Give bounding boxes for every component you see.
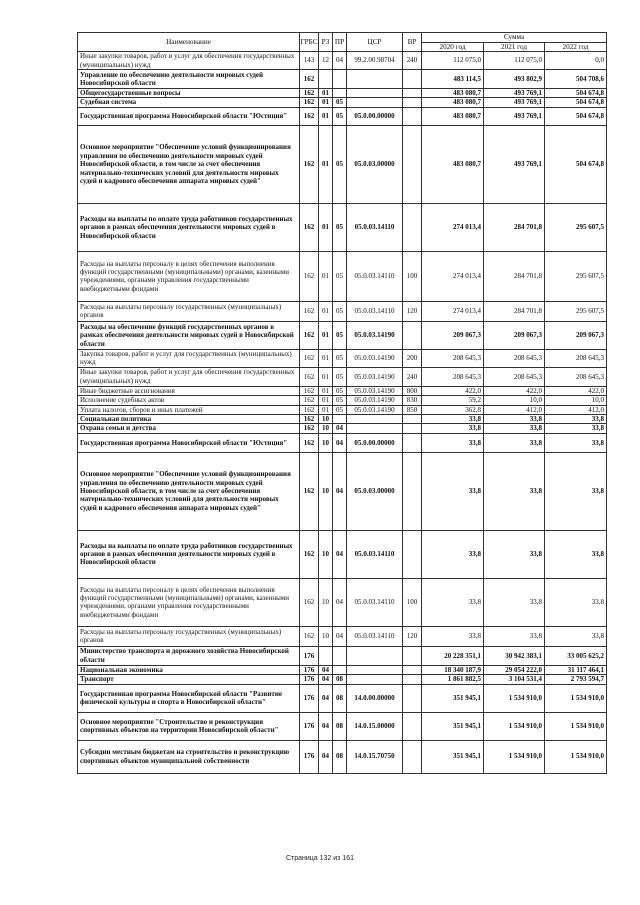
row-name: Расходы на выплаты персоналу государственных (муниципальных) органов <box>78 301 300 321</box>
row-pr: 08 <box>333 675 347 684</box>
row-csr <box>347 424 403 433</box>
row-value-2020: 483 080,7 <box>422 98 484 107</box>
row-value-2021: 422,0 <box>484 386 545 395</box>
row-rz: 04 <box>319 675 333 684</box>
row-value-2020: 208 645,3 <box>422 349 484 367</box>
table-row <box>78 675 607 684</box>
row-rz: 01 <box>319 125 333 203</box>
table-row <box>78 626 607 646</box>
row-rz: 10 <box>319 415 333 424</box>
row-vr: 200 <box>403 349 422 367</box>
row-grbs: 176 <box>300 740 319 773</box>
row-pr: 08 <box>333 712 347 740</box>
row-grbs: 162 <box>300 424 319 433</box>
row-vr <box>403 740 422 773</box>
row-rz: 10 <box>319 424 333 433</box>
row-value-2022: 33,8 <box>545 415 607 424</box>
table-row <box>78 740 607 773</box>
header-year-2021: 2021 год <box>484 42 545 52</box>
row-value-2021: 284 701,8 <box>484 251 545 301</box>
row-grbs: 162 <box>300 70 319 89</box>
row-rz: 01 <box>319 98 333 107</box>
row-vr: 100 <box>403 251 422 301</box>
row-csr: 14.0.15.70750 <box>347 740 403 773</box>
row-rz: 01 <box>319 349 333 367</box>
table-row <box>78 98 607 107</box>
row-name: Основное мероприятие "Строительство и реконструкция спортивных объектов на территории Новосибирской области" <box>78 712 300 740</box>
row-pr: 05 <box>333 251 347 301</box>
row-csr: 05.0.03.14110 <box>347 251 403 301</box>
table-row <box>78 712 607 740</box>
row-name: Министерство транспорта и дорожного хозяйства Новосибирской области <box>78 646 300 665</box>
row-value-2020: 33,8 <box>422 578 484 626</box>
row-csr: 05.0.03.14190 <box>347 321 403 349</box>
row-csr: 05.0.03.14110 <box>347 626 403 646</box>
row-rz: 01 <box>319 386 333 395</box>
row-value-2021: 33,8 <box>484 424 545 433</box>
row-vr <box>403 675 422 684</box>
row-value-2020: 112 075,0 <box>422 52 484 70</box>
row-name: Субсидии местным бюджетам на строительство и реконструкцию спортивных объектов муниципальной собственности <box>78 740 300 773</box>
row-vr <box>403 98 422 107</box>
row-value-2020: 483 080,7 <box>422 107 484 125</box>
row-value-2022: 33 005 625,2 <box>545 646 607 665</box>
header-grbs: ГРБС <box>300 33 319 52</box>
row-vr: 240 <box>403 52 422 70</box>
row-value-2022: 422,0 <box>545 386 607 395</box>
row-vr <box>403 452 422 530</box>
row-vr <box>403 125 422 203</box>
row-value-2022: 33,8 <box>545 424 607 433</box>
table-body <box>78 52 607 773</box>
table-row <box>78 424 607 433</box>
row-value-2022: 504 674,8 <box>545 107 607 125</box>
row-value-2022: 1 534 910,0 <box>545 684 607 712</box>
table-row <box>78 415 607 424</box>
header-name: Наименование <box>78 33 300 52</box>
header-pr: ПР <box>333 33 347 52</box>
row-value-2020: 274 013,4 <box>422 301 484 321</box>
row-value-2021: 493 769,1 <box>484 89 545 98</box>
row-value-2021: 493 769,1 <box>484 98 545 107</box>
row-value-2022: 504 674,8 <box>545 98 607 107</box>
row-pr: 05 <box>333 405 347 414</box>
row-rz: 01 <box>319 367 333 386</box>
row-vr: 100 <box>403 578 422 626</box>
row-value-2021: 10,0 <box>484 396 545 405</box>
row-grbs: 162 <box>300 107 319 125</box>
row-pr <box>333 415 347 424</box>
row-rz: 10 <box>319 530 333 578</box>
table-row <box>78 89 607 98</box>
row-pr: 05 <box>333 301 347 321</box>
row-vr <box>403 415 422 424</box>
table-row <box>78 646 607 665</box>
row-value-2022: 33,8 <box>545 578 607 626</box>
row-rz: 12 <box>319 52 333 70</box>
row-name: Расходы на выплаты по оплате труда работников государственных органов в рамках обеспечения деятельности мировых судей в Новосибирской области <box>78 203 300 251</box>
row-pr: 04 <box>333 52 347 70</box>
row-value-2020: 33,8 <box>422 415 484 424</box>
row-vr: 800 <box>403 386 422 395</box>
row-csr <box>347 89 403 98</box>
row-name: Исполнение судебных актов <box>78 396 300 405</box>
row-value-2020: 351 945,1 <box>422 740 484 773</box>
row-value-2021: 29 054 222,0 <box>484 665 545 674</box>
row-value-2021: 33,8 <box>484 530 545 578</box>
row-value-2022: 295 607,5 <box>545 203 607 251</box>
row-csr: 05.0.03.00000 <box>347 452 403 530</box>
table-row <box>78 530 607 578</box>
row-value-2022: 2 793 594,7 <box>545 675 607 684</box>
row-grbs: 162 <box>300 452 319 530</box>
row-value-2021: 284 701,8 <box>484 301 545 321</box>
row-name: Транспорт <box>78 675 300 684</box>
row-value-2022: 0,0 <box>545 52 607 70</box>
row-rz: 10 <box>319 626 333 646</box>
row-vr <box>403 424 422 433</box>
row-name: Охрана семьи и детства <box>78 424 300 433</box>
row-value-2020: 483 080,7 <box>422 125 484 203</box>
row-vr: 830 <box>403 396 422 405</box>
row-name: Государственная программа Новосибирской области "Развитие физической культуры и спорта в Новосибирской области" <box>78 684 300 712</box>
row-value-2021: 208 645,3 <box>484 349 545 367</box>
row-name: Общегосударственные вопросы <box>78 89 300 98</box>
table-row <box>78 125 607 203</box>
row-csr: 05.0.03.14190 <box>347 396 403 405</box>
header-year-2022: 2022 год <box>545 42 607 52</box>
row-value-2020: 274 013,4 <box>422 203 484 251</box>
row-value-2021: 33,8 <box>484 433 545 452</box>
row-csr: 14.0.00.00000 <box>347 684 403 712</box>
row-name: Социальная политика <box>78 415 300 424</box>
row-pr: 04 <box>333 424 347 433</box>
row-grbs: 162 <box>300 89 319 98</box>
row-csr: 05.0.00.00000 <box>347 107 403 125</box>
row-value-2021: 33,8 <box>484 415 545 424</box>
row-grbs: 162 <box>300 530 319 578</box>
row-vr <box>403 530 422 578</box>
row-vr: 120 <box>403 626 422 646</box>
row-grbs: 162 <box>300 125 319 203</box>
row-value-2020: 1 861 882,5 <box>422 675 484 684</box>
row-grbs: 176 <box>300 646 319 665</box>
row-pr: 04 <box>333 433 347 452</box>
row-grbs: 162 <box>300 98 319 107</box>
row-value-2021: 1 534 910,0 <box>484 740 545 773</box>
table-row <box>78 386 607 395</box>
row-pr: 05 <box>333 125 347 203</box>
table-row <box>78 578 607 626</box>
row-csr <box>347 675 403 684</box>
row-value-2022: 412,0 <box>545 405 607 414</box>
row-value-2020: 33,8 <box>422 433 484 452</box>
row-rz: 01 <box>319 301 333 321</box>
table-row <box>78 367 607 386</box>
row-csr: 05.0.03.14110 <box>347 578 403 626</box>
row-value-2022: 208 645,3 <box>545 367 607 386</box>
row-value-2020: 422,0 <box>422 386 484 395</box>
row-value-2022: 1 534 910,0 <box>545 740 607 773</box>
row-rz: 01 <box>319 89 333 98</box>
row-value-2021: 493 769,1 <box>484 125 545 203</box>
header-year-2020: 2020 год <box>422 42 484 52</box>
row-value-2020: 209 067,3 <box>422 321 484 349</box>
row-name: Расходы на выплаты персоналу в целях обеспечения выполнения функций государственными (муниципальными) органами, казенными учреждениями, органами управления государственными внебюджетными фондами <box>78 578 300 626</box>
row-value-2021: 33,8 <box>484 626 545 646</box>
row-vr <box>403 321 422 349</box>
row-value-2022: 33,8 <box>545 452 607 530</box>
row-value-2020: 351 945,1 <box>422 684 484 712</box>
row-value-2022: 504 674,8 <box>545 89 607 98</box>
row-name: Расходы на выплаты персоналу государственных (муниципальных) органов <box>78 626 300 646</box>
row-csr: 05.0.03.14110 <box>347 203 403 251</box>
row-value-2022: 33,8 <box>545 626 607 646</box>
row-value-2020: 483 080,7 <box>422 89 484 98</box>
row-value-2022: 10,0 <box>545 396 607 405</box>
row-vr: 120 <box>403 301 422 321</box>
table-row <box>78 301 607 321</box>
row-rz: 04 <box>319 684 333 712</box>
table-row <box>78 203 607 251</box>
row-value-2020: 33,8 <box>422 530 484 578</box>
row-value-2021: 1 534 910,0 <box>484 684 545 712</box>
row-grbs: 162 <box>300 251 319 301</box>
row-value-2022: 33,8 <box>545 433 607 452</box>
row-name: Судебная система <box>78 98 300 107</box>
row-vr <box>403 203 422 251</box>
row-value-2020: 18 340 187,9 <box>422 665 484 674</box>
row-csr <box>347 98 403 107</box>
row-grbs: 176 <box>300 665 319 674</box>
row-value-2021: 33,8 <box>484 578 545 626</box>
row-name: Основное мероприятие "Обеспечение условий функционирования управления по обеспечению деятельности мировых судей Новосибирской области, в том числе за счет обеспечения материально-технических условий для деятельности мировых судей и кадрового обеспечения аппарата мировых судей" <box>78 452 300 530</box>
row-csr: 05.0.03.14110 <box>347 301 403 321</box>
table-row <box>78 107 607 125</box>
row-rz: 01 <box>319 405 333 414</box>
row-name: Государственная программа Новосибирской области "Юстиция" <box>78 433 300 452</box>
row-value-2021: 208 645,3 <box>484 367 545 386</box>
row-vr <box>403 89 422 98</box>
row-grbs: 162 <box>300 321 319 349</box>
row-pr: 04 <box>333 578 347 626</box>
row-csr <box>347 70 403 89</box>
row-value-2020: 59,2 <box>422 396 484 405</box>
row-pr: 05 <box>333 203 347 251</box>
row-rz <box>319 70 333 89</box>
page-footer: Страница 132 из 161 <box>285 855 355 862</box>
table-row <box>78 665 607 674</box>
row-value-2020: 208 645,3 <box>422 367 484 386</box>
row-grbs: 162 <box>300 386 319 395</box>
table-row <box>78 684 607 712</box>
row-grbs: 162 <box>300 301 319 321</box>
row-name: Основное мероприятие "Обеспечение условий функционирования управления по обеспечению деятельности мировых судей Новосибирской области, в том числе за счет обеспечения материально-технических условий для деятельности мировых судей и кадрового обеспечения аппарата мировых судей" <box>78 125 300 203</box>
row-rz: 04 <box>319 740 333 773</box>
header-csr: ЦСР <box>347 33 403 52</box>
row-name: Закупка товаров, работ и услуг для государственных (муниципальных) нужд <box>78 349 300 367</box>
row-value-2020: 33,8 <box>422 452 484 530</box>
row-grbs: 162 <box>300 405 319 414</box>
row-vr <box>403 646 422 665</box>
row-pr: 05 <box>333 367 347 386</box>
row-pr: 05 <box>333 107 347 125</box>
row-value-2020: 33,8 <box>422 424 484 433</box>
row-name: Иные закупки товаров, работ и услуг для обеспечения государственных (муниципальных) нужд <box>78 52 300 70</box>
table-row <box>78 321 607 349</box>
row-grbs: 162 <box>300 396 319 405</box>
table-row <box>78 251 607 301</box>
row-vr: 850 <box>403 405 422 414</box>
row-value-2020: 274 013,4 <box>422 251 484 301</box>
row-pr: 04 <box>333 626 347 646</box>
row-pr: 05 <box>333 349 347 367</box>
row-pr: 08 <box>333 684 347 712</box>
table-row <box>78 70 607 89</box>
row-value-2022: 208 645,3 <box>545 349 607 367</box>
budget-table <box>77 32 607 774</box>
row-grbs: 162 <box>300 415 319 424</box>
row-name: Управление по обеспечению деятельности мировых судей Новосибирской области <box>78 70 300 89</box>
row-grbs: 176 <box>300 684 319 712</box>
row-pr: 04 <box>333 530 347 578</box>
row-pr <box>333 646 347 665</box>
row-rz: 01 <box>319 203 333 251</box>
row-value-2021: 284 701,8 <box>484 203 545 251</box>
row-pr: 04 <box>333 452 347 530</box>
row-grbs: 162 <box>300 433 319 452</box>
row-grbs: 143 <box>300 52 319 70</box>
row-grbs: 162 <box>300 349 319 367</box>
table-row <box>78 52 607 70</box>
row-grbs: 162 <box>300 367 319 386</box>
row-pr: 05 <box>333 98 347 107</box>
row-name: Иные бюджетные ассигнования <box>78 386 300 395</box>
row-value-2021: 33,8 <box>484 452 545 530</box>
row-pr: 05 <box>333 321 347 349</box>
row-rz: 04 <box>319 665 333 674</box>
row-value-2022: 209 067,3 <box>545 321 607 349</box>
row-pr <box>333 665 347 674</box>
row-rz: 10 <box>319 433 333 452</box>
row-vr <box>403 107 422 125</box>
row-value-2021: 112 075,0 <box>484 52 545 70</box>
row-value-2020: 33,8 <box>422 626 484 646</box>
row-csr: 05.0.03.14110 <box>347 530 403 578</box>
row-csr <box>347 415 403 424</box>
table-row <box>78 396 607 405</box>
row-csr: 05.0.00.00000 <box>347 433 403 452</box>
row-grbs: 162 <box>300 626 319 646</box>
row-value-2022: 295 607,5 <box>545 251 607 301</box>
row-csr: 05.0.03.14190 <box>347 405 403 414</box>
row-grbs: 162 <box>300 203 319 251</box>
row-csr: 14.0.15.00000 <box>347 712 403 740</box>
row-pr <box>333 70 347 89</box>
row-name: Иные закупки товаров, работ и услуг для обеспечения государственных (муниципальных) нужд <box>78 367 300 386</box>
row-value-2021: 493 769,1 <box>484 107 545 125</box>
row-value-2020: 351 945,1 <box>422 712 484 740</box>
row-vr <box>403 684 422 712</box>
row-value-2021: 209 067,3 <box>484 321 545 349</box>
table-row <box>78 433 607 452</box>
row-name: Уплата налогов, сборов и иных платежей <box>78 405 300 414</box>
table-row <box>78 349 607 367</box>
row-value-2022: 31 117 464,1 <box>545 665 607 674</box>
row-value-2021: 3 104 531,4 <box>484 675 545 684</box>
table-header <box>78 33 607 52</box>
row-rz: 01 <box>319 251 333 301</box>
row-csr: 05.0.03.14190 <box>347 386 403 395</box>
row-rz: 10 <box>319 452 333 530</box>
row-pr: 05 <box>333 386 347 395</box>
row-csr: 05.0.03.00000 <box>347 125 403 203</box>
row-rz <box>319 646 333 665</box>
row-value-2020: 20 228 351,1 <box>422 646 484 665</box>
row-rz: 01 <box>319 107 333 125</box>
row-csr: 99.2.00.98704 <box>347 52 403 70</box>
row-csr <box>347 665 403 674</box>
row-value-2021: 493 802,9 <box>484 70 545 89</box>
row-grbs: 176 <box>300 675 319 684</box>
row-value-2020: 362,8 <box>422 405 484 414</box>
header-sum: Сумма <box>422 33 607 43</box>
row-grbs: 162 <box>300 578 319 626</box>
row-vr <box>403 712 422 740</box>
table-row <box>78 405 607 414</box>
row-name: Расходы на обеспечение функций государственных органов в рамках обеспечения деятельности мировых судей в Новосибирской области <box>78 321 300 349</box>
row-csr: 05.0.03.14190 <box>347 349 403 367</box>
row-value-2021: 1 534 910,0 <box>484 712 545 740</box>
row-value-2020: 483 114,5 <box>422 70 484 89</box>
row-pr: 05 <box>333 396 347 405</box>
row-name: Расходы на выплаты персоналу в целях обеспечения выполнения функций государственными (муниципальными) органами, казенными учреждениями, органами управления государственными внебюджетными фондами <box>78 251 300 301</box>
row-rz: 04 <box>319 712 333 740</box>
row-vr <box>403 665 422 674</box>
row-name: Национальная экономика <box>78 665 300 674</box>
row-rz: 01 <box>319 396 333 405</box>
row-value-2022: 33,8 <box>545 530 607 578</box>
row-vr <box>403 70 422 89</box>
row-grbs: 176 <box>300 712 319 740</box>
row-rz: 10 <box>319 578 333 626</box>
header-rz: РЗ <box>319 33 333 52</box>
row-value-2022: 504 674,8 <box>545 125 607 203</box>
row-value-2021: 30 942 383,1 <box>484 646 545 665</box>
row-csr <box>347 646 403 665</box>
header-vr: ВР <box>403 33 422 52</box>
row-rz: 01 <box>319 321 333 349</box>
row-name: Государственная программа Новосибирской области "Юстиция" <box>78 107 300 125</box>
row-vr: 240 <box>403 367 422 386</box>
row-value-2022: 295 607,5 <box>545 301 607 321</box>
row-pr: 08 <box>333 740 347 773</box>
row-value-2022: 1 534 910,0 <box>545 712 607 740</box>
row-name: Расходы на выплаты по оплате труда работников государственных органов в рамках обеспечения деятельности мировых судей в Новосибирской области <box>78 530 300 578</box>
table-row <box>78 452 607 530</box>
row-value-2022: 504 708,6 <box>545 70 607 89</box>
row-value-2021: 412,0 <box>484 405 545 414</box>
row-vr <box>403 433 422 452</box>
row-pr <box>333 89 347 98</box>
row-csr: 05.0.03.14190 <box>347 367 403 386</box>
